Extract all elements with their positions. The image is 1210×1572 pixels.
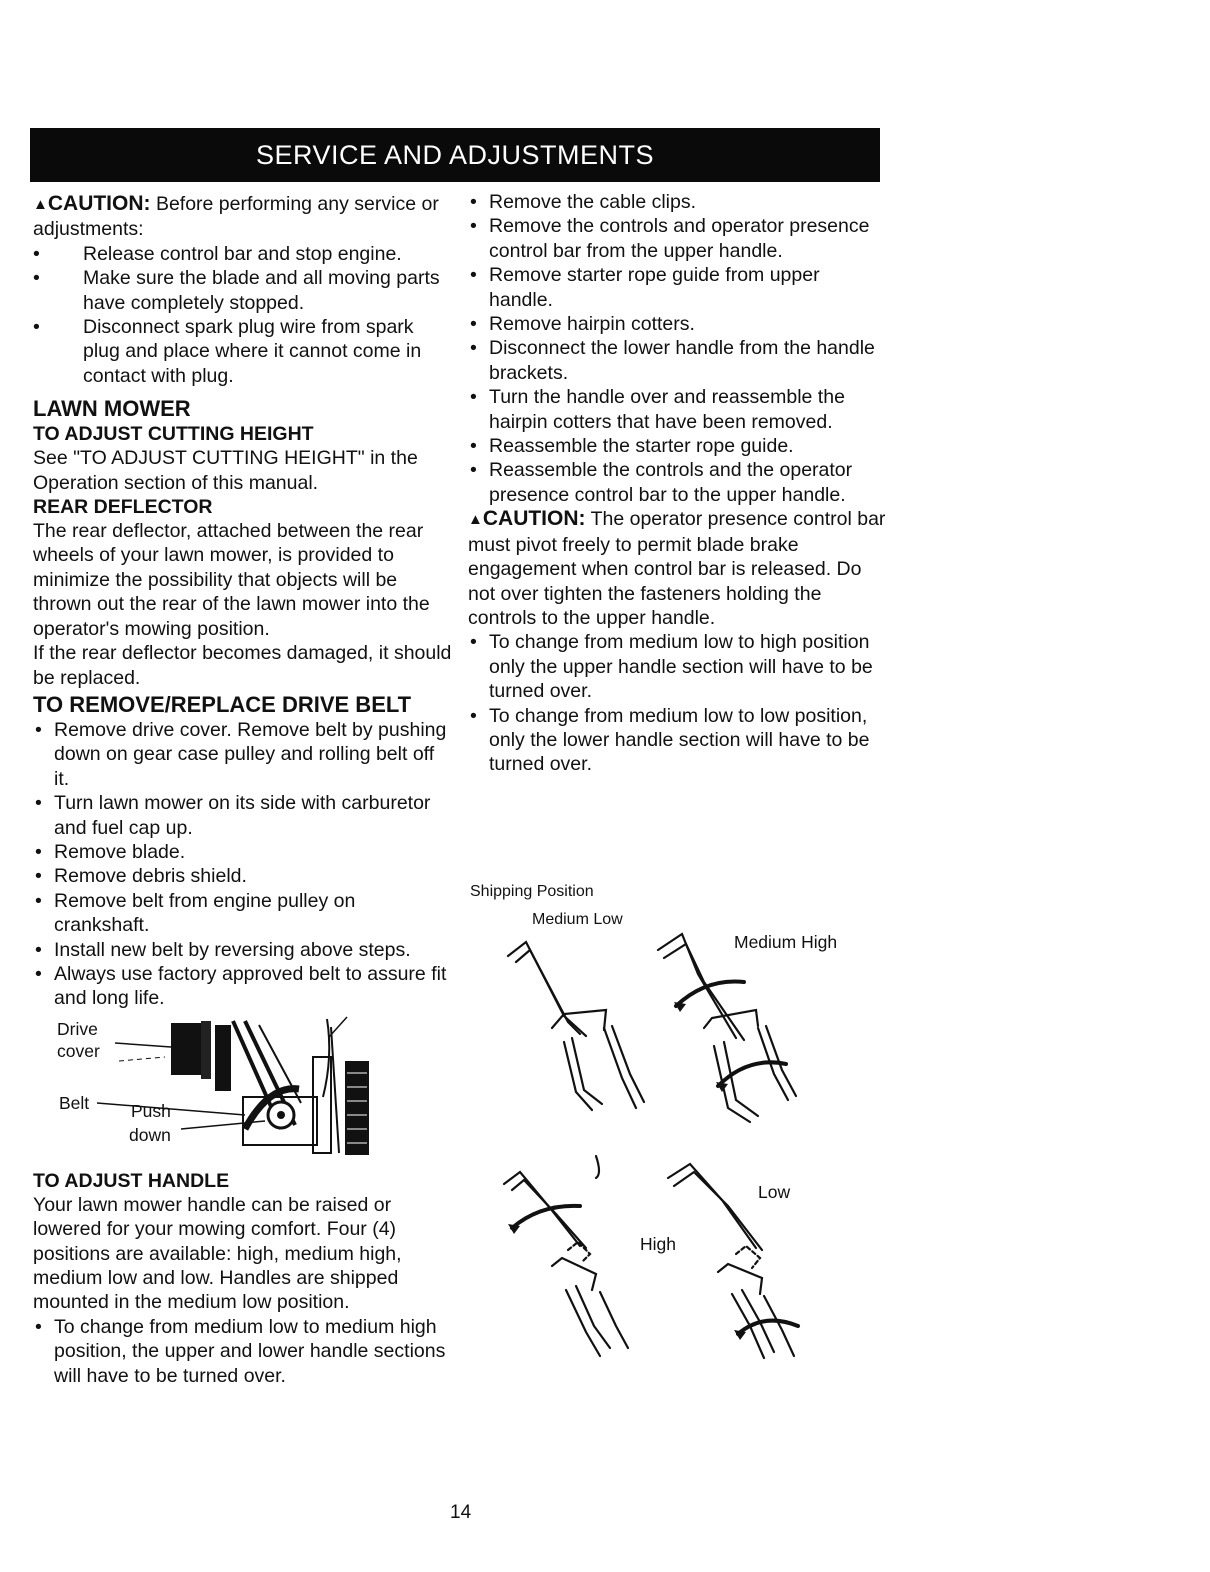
- list-item: • Reassemble the controls and the operator presence control bar to the upper handle.: [468, 458, 886, 507]
- cutting-height-text: See "TO ADJUST CUTTING HEIGHT" in the Operation section of this manual.: [33, 447, 418, 494]
- adjust-handle-text: Your lawn mower handle can be raised or lowered for your mowing comfort. Four (4) positions are available: high, medium high, medium low and low. Handles are shipped mounted in the medium low position.: [33, 1193, 402, 1314]
- rear-deflector-text: The rear deflector, attached between the rear wheels of your lawn mower, is provided to minimize the possibility that objects will be thrown out the rear of the lawn mower into the operator's mowing position.: [33, 520, 430, 640]
- caution-paragraph: [33, 192, 453, 242]
- push-label: Push: [131, 1100, 171, 1121]
- caution-text: Before performing any service or adjustments:: [33, 193, 439, 241]
- section-banner: SERVICE AND ADJUSTMENTS: [30, 128, 880, 182]
- list-item: • Always use factory approved belt to assure fit and long life.: [33, 962, 453, 1011]
- caution-list: [33, 242, 453, 388]
- list-item: • Disconnect spark plug wire from spark plug and place where it cannot come in contact with plug.: [33, 315, 453, 388]
- high-label: High: [640, 1234, 676, 1254]
- arrowheads: [508, 1002, 746, 1340]
- warning-triangle-icon: ▲: [468, 511, 483, 529]
- list-item: • Remove drive cover. Remove belt by pushing down on gear case pulley and rolling belt off it.: [33, 718, 453, 791]
- left-column: [33, 192, 453, 1388]
- handle-position-list: [468, 630, 886, 776]
- list-item: • To change from medium low to high position only the upper handle section will have to be turned over.: [468, 630, 886, 703]
- page-number: 14: [450, 1502, 472, 1523]
- high-handle: [504, 1156, 628, 1356]
- caution-label-2: ▲CAUTION:: [468, 507, 586, 531]
- medium-high-label: Medium High: [734, 932, 838, 952]
- rear-deflector-text-2: If the rear deflector becomes damaged, it should be replaced.: [33, 642, 452, 689]
- handle-positions-figure: [468, 878, 888, 1378]
- list-item: • To change from medium low to medium high position, the upper and lower handle sections will have to be turned over.: [33, 1315, 453, 1388]
- caution-text-2: The operator presence control bar must pivot freely to permit blade brake engagement when control bar is released. Do not over tighten the fasteners holding the controls to the upper handle.: [468, 508, 886, 629]
- belt-label: Belt: [59, 1092, 90, 1113]
- list-item: • Remove hairpin cotters.: [468, 312, 886, 336]
- down-label: down: [129, 1124, 171, 1145]
- rear-deflector-heading: REAR DEFLECTOR: [33, 496, 213, 519]
- list-item: • Remove debris shield.: [33, 864, 453, 888]
- list-item: • Turn the handle over and reassemble the hairpin cotters that have been removed.: [468, 385, 886, 434]
- list-item: • Release control bar and stop engine.: [33, 242, 453, 266]
- list-item: • Turn lawn mower on its side with carburetor and fuel cap up.: [33, 791, 453, 840]
- drive-belt-heading: TO REMOVE/REPLACE DRIVE BELT: [33, 691, 412, 717]
- drive-belt-list: [33, 718, 453, 1011]
- drive-belt-figure: [33, 1017, 453, 1163]
- list-item: • To change from medium low to low position, only the lower handle section will have to be turned over.: [468, 704, 886, 777]
- medium-high-handle: [658, 934, 796, 1122]
- list-item: • Remove starter rope guide from upper handle.: [468, 263, 886, 312]
- medium-low-label: Medium Low: [532, 911, 623, 928]
- caution-paragraph-2: [468, 507, 886, 630]
- drive-label: Drive: [57, 1018, 98, 1039]
- lawn-mower-heading: LAWN MOWER: [33, 396, 191, 422]
- warning-triangle-icon: ▲: [33, 196, 48, 213]
- handle-steps-list: [468, 190, 886, 507]
- handle-positions-illustration: [468, 878, 888, 1378]
- adjust-handle-heading: TO ADJUST HANDLE: [33, 1169, 230, 1192]
- cutting-height-heading: TO ADJUST CUTTING HEIGHT: [33, 423, 314, 446]
- list-item: • Remove blade.: [33, 840, 453, 864]
- list-item: • Reassemble the starter rope guide.: [468, 434, 886, 458]
- list-item: • Make sure the blade and all moving parts have completely stopped.: [33, 266, 453, 315]
- list-item: • Remove the controls and operator presence control bar from the upper handle.: [468, 214, 886, 263]
- list-item: • Install new belt by reversing above steps.: [33, 938, 453, 962]
- list-item: • Remove belt from engine pulley on crankshaft.: [33, 889, 453, 938]
- caution-label: ▲CAUTION:: [33, 192, 151, 215]
- cover-label: cover: [57, 1040, 100, 1061]
- medium-low-handle: [508, 942, 644, 1110]
- adjust-handle-list: [33, 1315, 453, 1388]
- list-item: • Remove the cable clips.: [468, 190, 886, 214]
- shipping-position-label: Shipping Position: [470, 883, 594, 900]
- right-column: [468, 190, 886, 777]
- low-label: Low: [758, 1182, 791, 1202]
- list-item: • Disconnect the lower handle from the handle brackets.: [468, 336, 886, 385]
